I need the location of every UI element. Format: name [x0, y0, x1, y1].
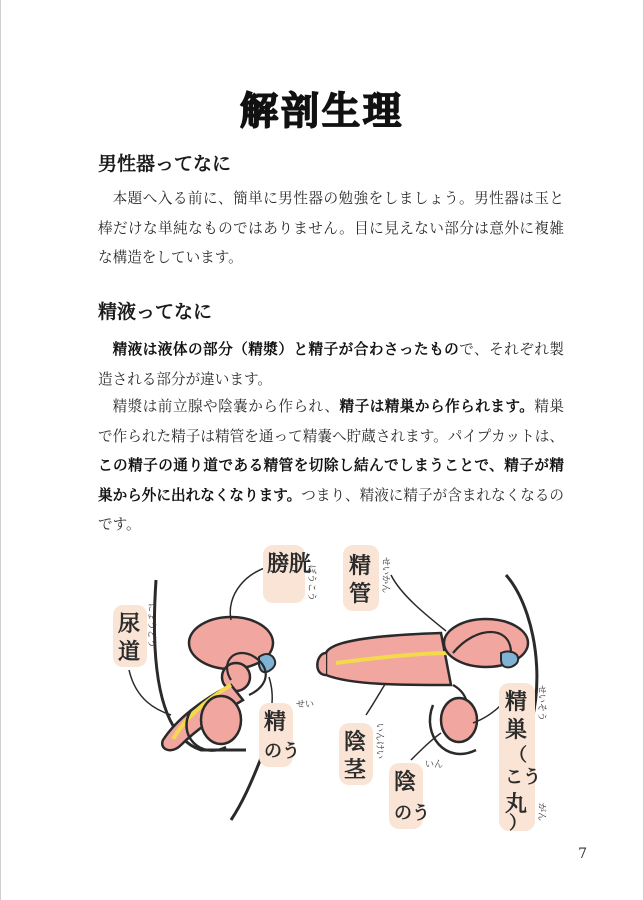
- body-text: 精巣で作られた精子は精管を通って精嚢へ貯蔵されます。パイプカットは、: [98, 398, 564, 445]
- body-text: つまり、精液に精子が含まれなくなるのです。: [98, 486, 564, 533]
- testis-ruby: せいそう: [536, 685, 546, 722]
- scrotum-ruby: いん: [425, 760, 444, 770]
- paragraph-semen-1: [98, 335, 564, 394]
- page-title: 解剖生理: [239, 89, 404, 133]
- vas-deferens-label-1: 精: [349, 554, 372, 579]
- section-heading-semen: 精液ってなに: [98, 301, 213, 323]
- paragraph-intro: 本題へ入る前に、簡単に男性器の勉強をしましょう。男性器は玉と棒だけな単純なものではありません。目に見えない部分は意外に複雑な構造をしています。: [98, 190, 564, 266]
- urethra-label-1: 尿: [118, 612, 141, 637]
- testis-label-6: ）: [509, 813, 527, 834]
- paragraph-semen-2: [98, 392, 564, 540]
- scrotum-label-1: 陰: [394, 770, 417, 795]
- penis-label-1: 陰: [344, 730, 367, 755]
- vas-deferens-ruby: せいかん: [380, 557, 390, 594]
- testis-label-5: 丸: [505, 792, 528, 817]
- body-text: 精漿は前立腺や陰嚢から作られ、: [112, 398, 340, 415]
- body-text: で、それぞれ製造される部分が違います。: [98, 341, 564, 388]
- urethra-label-2: 道: [118, 640, 141, 665]
- testis-ruby-2: がん: [536, 803, 546, 822]
- urethra-ruby: にょうどう: [146, 603, 156, 648]
- anatomy-illustration: [81, 535, 571, 835]
- bold-text: この精子の通り道である精管を切除し結んでしまうことで、精子が精巣から外に出れなくなります。: [98, 457, 564, 504]
- bold-text: 精液は液体の部分（精漿）と精子が合わさったもの: [112, 341, 460, 358]
- testis-label-3: （: [509, 745, 527, 766]
- testis-label-2: 巣: [505, 718, 528, 743]
- scrotum-label-2: のう: [394, 803, 430, 824]
- testis-label-1: 精: [505, 690, 528, 715]
- testis-shape: [201, 696, 241, 744]
- bladder-ruby: ぼうこう: [306, 565, 316, 602]
- testis-label-4: こう: [505, 767, 541, 788]
- penis-label-2: 茎: [344, 758, 367, 783]
- seminal-vesicle-ruby: せい: [296, 700, 315, 710]
- section-heading-male-organ: 男性器ってなに: [98, 153, 232, 175]
- vas-deferens-label-2: 管: [349, 582, 372, 607]
- seminal-vesicle-label-2: のう: [264, 741, 300, 762]
- bold-text: 精子は精巣から作られます。: [339, 398, 535, 415]
- seminal-vesicle-label-1: 精: [264, 710, 287, 735]
- bladder-label: 膀胱: [267, 552, 312, 577]
- page-number: 7: [578, 846, 587, 862]
- penis-ruby: いんけい: [374, 723, 384, 760]
